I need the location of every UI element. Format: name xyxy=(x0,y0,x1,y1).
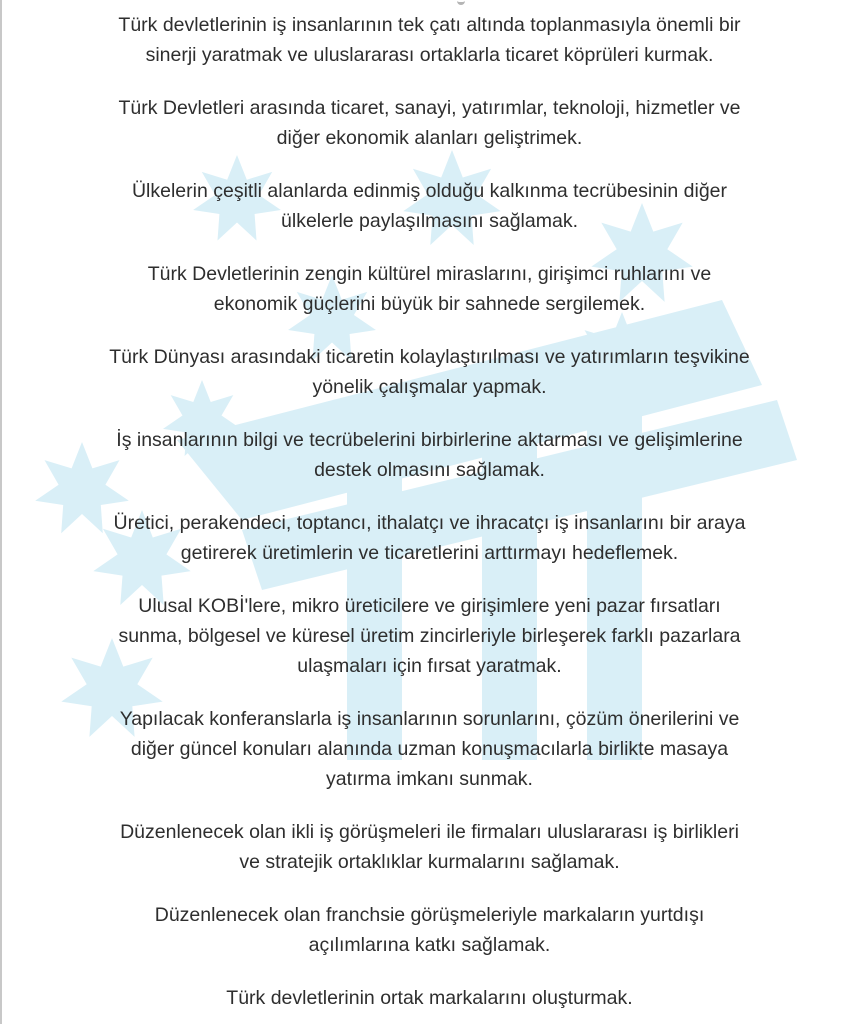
goal-line: Yapılacak konferanslarla iş insanlarının sorunlarını, çözüm önerilerini ve xyxy=(119,708,740,730)
goal-line: yatırma imkanı sunmak. xyxy=(326,768,533,790)
goal-line: ve stratejik ortaklıklar kurmalarını sağlamak. xyxy=(239,851,620,873)
goal-line: getirerek üretimlerin ve ticaretlerini arttırmayı hedeflemek. xyxy=(180,542,679,564)
goal-line: ulaşmaları için fırsat yaratmak. xyxy=(297,655,562,677)
goals-list xyxy=(62,10,797,1036)
goal-line: Düzenlenecek olan ikli iş görüşmeleri ile firmaları uluslararası iş birlikleri xyxy=(120,821,739,843)
goal-line: Türk Devletleri arasında ticaret, sanayi, yatırımlar, teknoloji, hizmetler ve xyxy=(118,97,741,119)
goal-line: ekonomik güçlerini büyük bir sahnede sergilemek. xyxy=(213,293,646,315)
goal-line: Ulusal KOBİ'lere, mikro üreticilere ve girişimlere yeni pazar fırsatları xyxy=(138,595,721,617)
goal-line: Türk Devletlerinin zengin kültürel miraslarını, girişimci ruhlarını ve xyxy=(147,263,712,285)
goal-item xyxy=(62,259,797,319)
goal-line: Ülkelerin çeşitli alanlarda edinmiş olduğu kalkınma tecrübesinin diğer xyxy=(131,180,728,202)
goal-line: açılımlarına katkı sağlamak. xyxy=(308,934,551,956)
goal-line: Türk devletlerinin iş insanlarının tek çatı altında toplanmasıyla önemli bir xyxy=(118,14,741,36)
goal-line: diğer güncel konuları alanında uzman konuşmacılarla birlikte masaya xyxy=(130,738,729,760)
goal-line: Düzenlenecek olan franchsie görüşmeleriyle markaların yurtdışı xyxy=(154,904,705,926)
goal-line: İş insanlarının bilgi ve tecrübelerini birbirlerine aktarması ve gelişimlerine xyxy=(116,429,743,451)
goal-line: Türk Dünyası arasındaki ticaretin kolaylaştırılması ve yatırımların teşvikine xyxy=(109,346,750,368)
goal-line: ülkelerle paylaşılmasını sağlamak. xyxy=(281,210,578,232)
goal-item xyxy=(62,176,797,236)
goal-line: Üretici, perakendeci, toptancı, ithalatçı ve ihracatçı iş insanlarını bir araya xyxy=(113,512,746,534)
goal-line: sunma, bölgesel ve küresel üretim zincirleriyle birleşerek farklı pazarlara xyxy=(118,625,741,647)
goal-item xyxy=(62,342,797,402)
goal-line: destek olmasını sağlamak. xyxy=(314,459,545,481)
goal-line: diğer ekonomik alanları geliştrimek. xyxy=(276,127,583,149)
goal-item xyxy=(62,93,797,153)
goal-item xyxy=(62,10,797,70)
goal-item xyxy=(62,704,797,794)
goal-line: sinerji yaratmak ve uluslararası ortaklarla ticaret köprüleri kurmak. xyxy=(145,44,714,66)
goal-item xyxy=(62,817,797,877)
goal-item xyxy=(62,900,797,960)
goal-line: yönelik çalışmalar yapmak. xyxy=(312,376,547,398)
goal-item xyxy=(62,983,797,1013)
goal-item xyxy=(62,508,797,568)
goal-item xyxy=(62,591,797,681)
goal-line: Türk devletlerinin ortak markalarını oluşturmak. xyxy=(226,987,633,1009)
goal-item xyxy=(62,425,797,485)
